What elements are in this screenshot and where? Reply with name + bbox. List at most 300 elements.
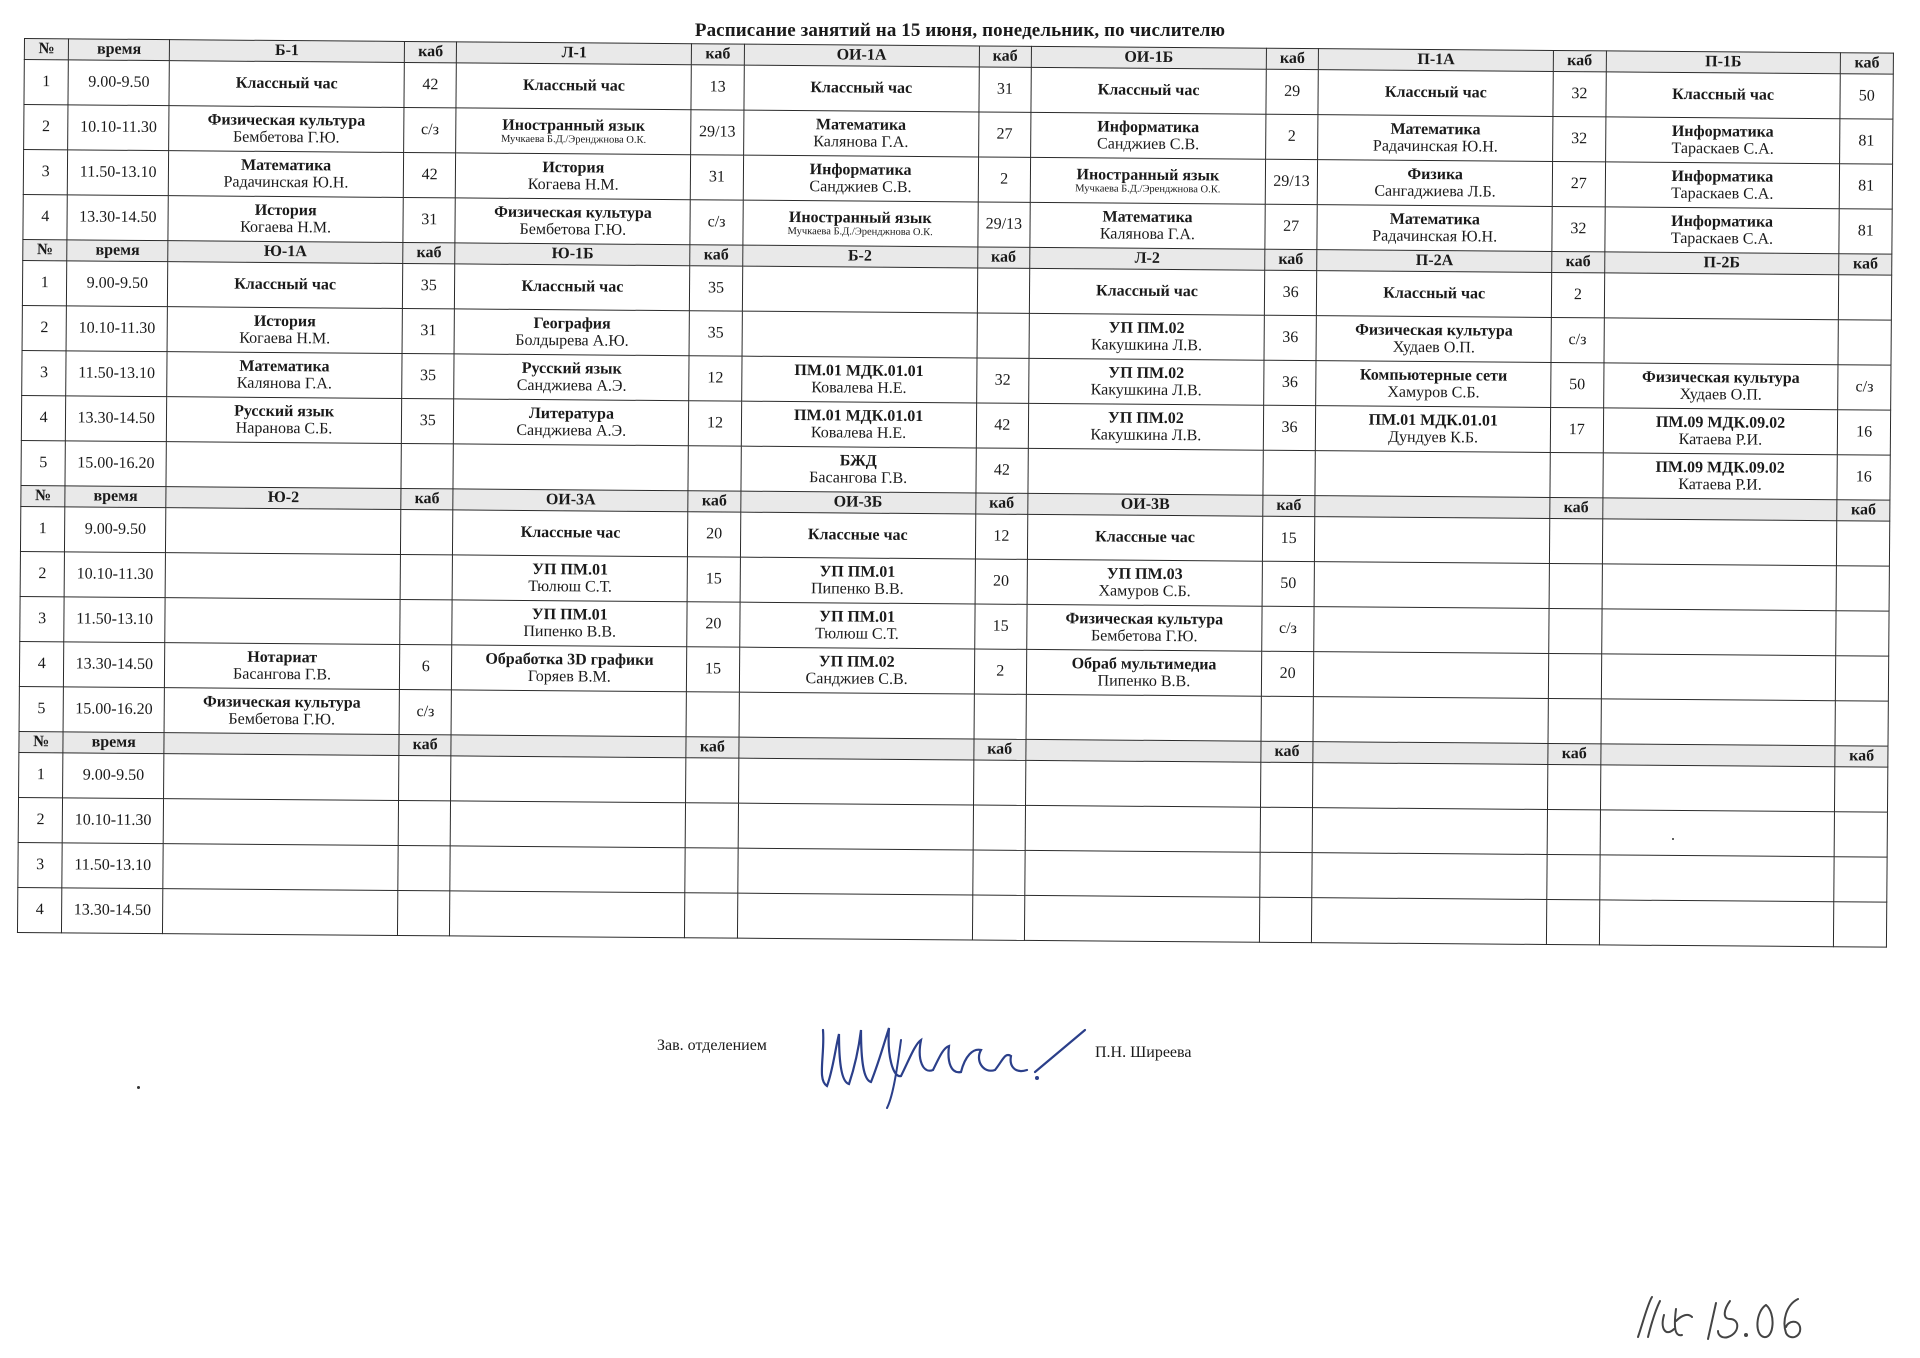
lesson-cell	[1030, 202, 1265, 249]
header-room: каб	[1263, 495, 1316, 516]
teacher-name: Санджиев С.В.	[805, 670, 908, 688]
lesson-cell	[1026, 694, 1261, 741]
teacher-name: Когаева Н.М.	[527, 175, 619, 194]
header-room: каб	[690, 245, 743, 266]
lesson-cell	[455, 264, 690, 311]
room-number: 2	[974, 649, 1027, 694]
lesson-cell	[740, 557, 975, 604]
teacher-name: Болдырева А.Ю.	[515, 331, 629, 350]
lesson-cell	[1605, 162, 1840, 209]
subject-name: ПМ.09 МДК.09.02	[1655, 413, 1786, 432]
room-number: с/з	[690, 200, 743, 245]
room-number: 31	[402, 308, 455, 353]
lesson-cell	[1602, 564, 1837, 611]
header-time: время	[63, 732, 164, 754]
group-header	[1315, 496, 1550, 519]
lesson-cell	[1601, 699, 1836, 746]
room-number: 35	[689, 311, 742, 356]
teacher-name: Калянова Г.А.	[813, 133, 909, 151]
room-number	[1260, 762, 1313, 807]
lesson-cell	[738, 803, 973, 850]
room-number: 31	[691, 155, 744, 200]
teacher-name: Басангова Г.В.	[809, 469, 908, 487]
teacher-name: Санджиева А.Э.	[516, 376, 627, 395]
lesson-cell	[1601, 654, 1836, 701]
teacher-name: Мучкаева Б.Д./Эренджнова О.К.	[500, 133, 647, 146]
lesson-time: 10.10-11.30	[64, 552, 165, 598]
room-number	[972, 895, 1025, 940]
lesson-cell	[168, 196, 403, 243]
subject-name: БЖД	[839, 452, 877, 470]
lesson-cell	[166, 508, 401, 555]
room-number	[397, 890, 450, 935]
lesson-cell	[1028, 448, 1263, 495]
room-number: 2	[978, 157, 1031, 202]
lesson-cell	[1599, 900, 1834, 947]
lesson-cell	[453, 444, 688, 491]
room-number	[1548, 698, 1601, 743]
teacher-name: Пипенко В.В.	[810, 580, 904, 598]
room-number: 35	[690, 266, 743, 311]
lesson-number: 2	[22, 305, 67, 350]
lesson-cell	[1029, 358, 1264, 405]
lesson-cell	[168, 262, 403, 309]
subject-name: Классный час	[235, 75, 338, 93]
lesson-cell	[741, 401, 976, 448]
lesson-cell	[1029, 313, 1264, 360]
lesson-cell	[739, 602, 974, 649]
header-num: №	[23, 239, 68, 260]
lesson-cell	[450, 891, 685, 938]
lesson-time: 11.50-13.10	[68, 150, 169, 196]
room-number	[1547, 854, 1600, 899]
room-number: 31	[403, 197, 456, 242]
lesson-cell	[454, 399, 689, 446]
room-number: 12	[975, 514, 1028, 559]
room-number	[686, 692, 739, 737]
lesson-cell	[1031, 67, 1266, 114]
lesson-time: 15.00-16.20	[63, 687, 164, 733]
lesson-cell	[1030, 157, 1265, 204]
lesson-cell	[1026, 649, 1261, 696]
group-header	[164, 733, 399, 756]
subject-name: Физическая культура	[1641, 368, 1800, 387]
room-number: 36	[1263, 405, 1316, 450]
schedule-wrapper	[17, 38, 1894, 948]
teacher-name: Хамуров С.Б.	[1098, 582, 1191, 601]
room-number: 16	[1838, 410, 1891, 455]
room-number: 50	[1840, 74, 1893, 119]
lesson-cell	[453, 555, 688, 602]
footer-signatory-name: П.Н. Ширеева	[1095, 1044, 1192, 1061]
lesson-number: 4	[21, 395, 66, 440]
teacher-name: Бембетова Г.Ю.	[1090, 627, 1198, 646]
lesson-cell	[163, 889, 398, 936]
lesson-cell	[1600, 765, 1835, 812]
room-number: 16	[1837, 455, 1890, 500]
lesson-number: 3	[18, 842, 63, 887]
teacher-name: Санджиев С.В.	[1097, 135, 1200, 154]
lesson-cell	[451, 756, 686, 803]
lesson-cell	[1318, 70, 1553, 117]
room-number: 2	[1265, 114, 1318, 159]
header-room: каб	[1266, 48, 1319, 69]
lesson-cell	[1317, 160, 1552, 207]
room-number: 32	[1553, 117, 1606, 162]
room-number: 50	[1551, 363, 1604, 408]
teacher-name: Тараскаев С.А.	[1671, 139, 1774, 158]
room-number: 81	[1840, 164, 1893, 209]
room-number	[972, 850, 1025, 895]
room-number	[1836, 611, 1889, 656]
subject-name: ПМ.01 МДК.01.01	[794, 361, 924, 380]
subject-name: Математика	[815, 115, 907, 134]
teacher-name: Наранова С.Б.	[235, 419, 333, 438]
lesson-time: 13.30-14.50	[66, 396, 167, 442]
lesson-cell	[451, 690, 686, 737]
lesson-cell	[1313, 763, 1548, 810]
lesson-cell	[743, 155, 978, 202]
lesson-cell	[1316, 361, 1551, 408]
lesson-time: 11.50-13.10	[62, 843, 163, 889]
lesson-cell	[1604, 273, 1839, 320]
teacher-name: Тюлюш С.Т.	[528, 577, 612, 596]
subject-name: Классные час	[520, 524, 621, 543]
teacher-name: Ковалева Н.Е.	[810, 424, 907, 442]
room-number: с/з	[1838, 365, 1891, 410]
room-number	[1547, 809, 1600, 854]
room-number	[1834, 857, 1887, 902]
room-number	[977, 268, 1030, 313]
teacher-name: Мучкаева Б.Д./Эренджнова О.К.	[1075, 183, 1221, 196]
scan-speck	[1672, 838, 1674, 840]
subject-name: ПМ.01 МДК.01.01	[793, 406, 924, 425]
subject-name: УП ПМ.01	[532, 560, 609, 579]
page-title: Расписание занятий на 15 июня, понедельник, по числителю	[694, 20, 1226, 41]
teacher-name: Худаев О.П.	[1679, 386, 1762, 404]
room-number	[1547, 899, 1600, 944]
subject-name: Нотариат	[247, 648, 318, 667]
room-number: 36	[1264, 270, 1317, 315]
subject-name: Иностранный язык	[788, 208, 932, 227]
room-number: 17	[1550, 408, 1603, 453]
lesson-cell	[167, 307, 402, 354]
room-number: 42	[976, 403, 1029, 448]
room-number	[1838, 320, 1891, 365]
lesson-cell	[1601, 609, 1836, 656]
subject-name: История	[542, 158, 605, 177]
lesson-cell	[1024, 895, 1259, 942]
room-number: 20	[688, 512, 741, 557]
subject-name: Классный час	[1384, 84, 1487, 102]
subject-name: Литература	[528, 404, 615, 423]
lesson-cell	[1027, 559, 1262, 606]
lesson-cell	[1603, 363, 1838, 410]
room-number	[398, 845, 451, 890]
room-number: 29	[1266, 69, 1319, 114]
header-num: №	[24, 39, 69, 60]
lesson-number: 4	[19, 641, 64, 686]
lesson-number: 3	[23, 150, 68, 195]
subject-name: Классный час	[1383, 285, 1486, 303]
lesson-number: 2	[20, 551, 65, 596]
lesson-time: 9.00-9.50	[65, 507, 166, 553]
header-room: каб	[686, 737, 739, 758]
teacher-name: Радачинская Ю.Н.	[1372, 227, 1498, 246]
lesson-cell	[1315, 451, 1550, 498]
lesson-time: 13.30-14.50	[62, 888, 163, 934]
header-room: каб	[1839, 254, 1892, 275]
subject-name: Компьютерные сети	[1359, 366, 1508, 385]
lesson-cell	[1025, 760, 1260, 807]
room-number	[1260, 807, 1313, 852]
subject-name: УП ПМ.01	[819, 607, 896, 626]
lesson-cell	[1602, 519, 1837, 566]
room-number	[685, 893, 738, 938]
lesson-cell	[1604, 207, 1839, 254]
lesson-cell	[741, 446, 976, 493]
subject-name: Информатика	[1671, 122, 1774, 141]
subject-name: Классные час	[807, 526, 908, 545]
room-number	[1837, 521, 1890, 566]
group-header: ОИ-3В	[1028, 493, 1263, 516]
header-room: каб	[1550, 497, 1603, 518]
subject-name: Иностранный язык	[502, 116, 646, 135]
lesson-cell	[1603, 408, 1838, 455]
lesson-cell	[1027, 514, 1262, 561]
teacher-name: Пипенко В.В.	[523, 622, 617, 641]
subject-name: Классный час	[810, 79, 913, 98]
lesson-cell	[169, 61, 404, 108]
lesson-cell	[456, 108, 691, 155]
teacher-name: Когаева Н.М.	[239, 329, 331, 348]
lesson-cell	[1602, 453, 1837, 500]
lesson-number: 1	[22, 260, 67, 305]
room-number: 81	[1840, 119, 1893, 164]
teacher-name: Калянова Г.А.	[236, 374, 332, 393]
lesson-cell	[739, 647, 974, 694]
room-number: 15	[687, 557, 740, 602]
handwritten-note	[1630, 1285, 1830, 1345]
room-number	[400, 554, 453, 599]
subject-name: ПМ.01 МДК.01.01	[1368, 411, 1498, 430]
lesson-time: 11.50-13.10	[64, 597, 165, 643]
room-number: 50	[1262, 561, 1315, 606]
teacher-name: Какушкина Л.В.	[1090, 336, 1203, 355]
header-num: №	[21, 485, 66, 506]
room-number	[398, 800, 451, 845]
subject-name: ПМ.09 МДК.09.02	[1655, 458, 1785, 477]
group-header: П-2Б	[1604, 252, 1839, 275]
teacher-name: Санджиева А.Э.	[516, 421, 627, 440]
lesson-cell	[165, 553, 400, 600]
lesson-time: 11.50-13.10	[66, 351, 167, 397]
lesson-number: 2	[24, 105, 69, 150]
group-header: Ю-1А	[168, 241, 403, 264]
lesson-time: 10.10-11.30	[68, 105, 169, 151]
teacher-name: Бембетова Г.Ю.	[232, 128, 340, 147]
lesson-cell	[1605, 72, 1840, 119]
teacher-name: Хамуров С.Б.	[1387, 383, 1480, 402]
group-header: Б-1	[169, 40, 404, 63]
subject-name: Классные час	[1095, 528, 1195, 547]
lesson-cell	[165, 598, 400, 645]
lesson-time: 10.10-11.30	[66, 306, 167, 352]
lesson-cell	[168, 151, 403, 198]
room-number	[1549, 563, 1602, 608]
lesson-cell	[1317, 271, 1552, 318]
lesson-number: 4	[23, 194, 68, 239]
teacher-name: Тараскаев С.А.	[1671, 184, 1774, 203]
subject-name: УП ПМ.01	[531, 605, 608, 624]
group-header: ОИ-1Б	[1031, 46, 1266, 69]
room-number: с/з	[1262, 606, 1315, 651]
room-number	[401, 443, 454, 488]
lesson-cell	[1312, 808, 1547, 855]
subject-name: Математика	[239, 357, 330, 376]
lesson-number: 1	[24, 60, 69, 105]
header-room: каб	[1265, 249, 1318, 270]
room-number: 81	[1839, 209, 1892, 254]
lesson-cell	[456, 153, 691, 200]
header-time: время	[67, 240, 168, 262]
room-number	[1260, 852, 1313, 897]
group-header	[451, 735, 686, 758]
subject-name: Классный час	[521, 278, 624, 297]
room-number: 36	[1264, 360, 1317, 405]
header-num: №	[19, 731, 64, 752]
lesson-cell	[166, 397, 401, 444]
lesson-cell	[1314, 562, 1549, 609]
lesson-cell	[739, 692, 974, 739]
teacher-name: Тюлюш С.Т.	[815, 625, 899, 643]
lesson-cell	[1027, 604, 1262, 651]
schedule-table	[17, 38, 1894, 948]
header-room: каб	[975, 493, 1028, 514]
header-time: время	[65, 486, 166, 508]
room-number	[685, 803, 738, 848]
group-header	[1602, 498, 1837, 521]
header-time: время	[69, 39, 170, 61]
header-room: каб	[399, 734, 452, 755]
lesson-cell	[451, 801, 686, 848]
teacher-name: Бембетова Г.Ю.	[228, 710, 336, 729]
lesson-cell	[743, 110, 978, 157]
teacher-name: Катаева Р.И.	[1678, 476, 1762, 494]
lesson-number: 3	[22, 350, 67, 395]
lesson-time: 9.00-9.50	[63, 753, 164, 799]
room-number	[1836, 566, 1889, 611]
room-number	[688, 446, 741, 491]
subject-name: Математика	[1389, 210, 1480, 229]
lesson-number: 2	[18, 797, 63, 842]
room-number: 32	[1552, 207, 1605, 252]
group-header: ОИ-3А	[453, 489, 688, 512]
room-number: 35	[402, 263, 455, 308]
room-number	[1549, 653, 1602, 698]
room-number: 13	[691, 65, 744, 110]
teacher-name: Дундуев К.Б.	[1388, 428, 1479, 447]
room-number: 32	[1553, 72, 1606, 117]
subject-name: Обработка 3D графики	[485, 650, 654, 669]
room-number: с/з	[399, 689, 452, 734]
header-room: каб	[1837, 500, 1890, 521]
lesson-cell	[740, 512, 975, 559]
lesson-cell	[1599, 855, 1834, 902]
room-number: 42	[403, 152, 456, 197]
lesson-cell	[169, 106, 404, 153]
lesson-cell	[167, 352, 402, 399]
signature	[805, 1000, 1095, 1110]
room-number	[1263, 450, 1316, 495]
group-header: Ю-1Б	[455, 243, 690, 266]
lesson-number: 1	[19, 752, 64, 797]
room-number: 35	[402, 353, 455, 398]
room-number	[1835, 767, 1888, 812]
room-number: 15	[974, 604, 1027, 649]
room-number	[977, 313, 1030, 358]
room-number	[1835, 812, 1888, 857]
room-number: 29/13	[977, 202, 1030, 247]
lesson-cell	[1313, 697, 1548, 744]
subject-name: Русский язык	[234, 402, 335, 421]
lesson-cell	[1314, 607, 1549, 654]
lesson-cell	[741, 356, 976, 403]
subject-name: Физическая культура	[202, 693, 361, 712]
room-number	[685, 848, 738, 893]
subject-name: УП ПМ.01	[819, 562, 896, 581]
lesson-cell	[1031, 112, 1266, 159]
room-number	[400, 509, 453, 554]
lesson-time: 15.00-16.20	[65, 441, 166, 487]
teacher-name: Радачинская Ю.Н.	[223, 173, 349, 192]
lesson-time: 10.10-11.30	[63, 798, 164, 844]
header-room: каб	[977, 247, 1030, 268]
teacher-name: Басангова Г.В.	[233, 665, 332, 684]
lesson-cell	[450, 846, 685, 893]
header-room: каб	[1261, 741, 1314, 762]
room-number	[973, 760, 1026, 805]
lesson-cell	[452, 645, 687, 692]
lesson-number: 1	[20, 506, 65, 551]
group-header: ОИ-1А	[744, 44, 979, 67]
lesson-cell	[1312, 853, 1547, 900]
room-number: 27	[1265, 204, 1318, 249]
header-room: каб	[1553, 51, 1606, 72]
room-number	[1261, 696, 1314, 741]
subject-name: Обраб мультимедиа	[1071, 654, 1217, 674]
subject-name: УП ПМ.02	[1108, 364, 1185, 382]
header-room: каб	[1552, 252, 1605, 273]
room-number: 31	[979, 67, 1032, 112]
subject-name: Классный час	[1672, 86, 1775, 105]
header-room: каб	[1835, 746, 1888, 767]
subject-name: Математика	[1102, 208, 1193, 226]
subject-name: Физическая культура	[1355, 321, 1513, 340]
room-number	[1836, 656, 1889, 701]
lesson-cell	[1316, 316, 1551, 363]
room-number: 12	[689, 401, 742, 446]
subject-name: УП ПМ.02	[818, 652, 895, 671]
teacher-name: Когаева Н.М.	[240, 218, 332, 237]
room-number	[974, 694, 1027, 739]
subject-name: Информатика	[1097, 118, 1200, 136]
group-header: Л-1	[457, 42, 692, 65]
subject-name: Информатика	[1671, 212, 1774, 231]
subject-name: География	[533, 314, 611, 333]
room-number: 12	[689, 356, 742, 401]
subject-name: Классный час	[1097, 81, 1200, 100]
